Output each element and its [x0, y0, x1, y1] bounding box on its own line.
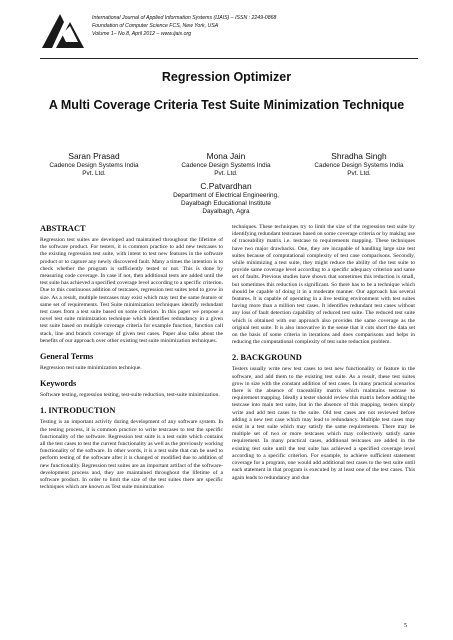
author-affiliation: Pvt. Ltd.	[347, 170, 371, 177]
background-heading: 2. BACKGROUND	[232, 353, 302, 363]
author-name: C.Patvardhan	[200, 181, 252, 191]
author-block	[146, 181, 306, 216]
author-affiliation: Pvt. Ltd.	[214, 170, 238, 177]
author-block	[298, 151, 420, 178]
author-affiliation: Cadence Design Systems India	[314, 162, 404, 169]
journal-foundation: Foundation of Computer Science FCS, New York, USA	[92, 23, 219, 29]
abstract-text: Regression test suites are developed and maintained throughout the lifetime of the software product. For testers, it is common practice to add new testcases to the existing regression test suite, with intent to test new features in the software product or to capture any newly discovered fault. Many a times the intention is to check whether the program is sufficiently tested or not. This is done by measuring code coverage. In case if not, then additional tests are added until the test suite has achieved a specified coverage level according to a specific criterion. Due to this continuous addition of testcases, regression test suites tend to grow in size. As a result, multiple testcases may exist which may test the same feature or same set of requirements. Test Suite minimization techniques identify redundant test cases from a test suite based on some criterion. In this paper we propose a novel test suite minimization technique which identifies redundancy in a given test suite based on multiple coverage criteria for example function, function call stack, line and branch coverage of given test cases. Paper also talks about the benefits of our approach over other existing test suite minimization techniques.	[40, 237, 223, 344]
general-terms-heading: General Terms	[40, 352, 94, 362]
author-affiliation: Dayalbagh, Agra	[202, 208, 250, 215]
paper-title: Regression Optimizer	[161, 70, 292, 84]
author-name: Mona Jain	[206, 151, 246, 161]
left-column	[40, 224, 223, 494]
author-block	[166, 151, 286, 178]
author-block	[34, 151, 154, 178]
journal-header	[92, 14, 276, 38]
author-affiliation: Pvt. Ltd.	[82, 170, 106, 177]
abstract-heading: ABSTRACT	[40, 224, 86, 233]
journal-volume: Volume 1– No.8, April 2012 – www.ijais.org	[92, 31, 192, 37]
author-affiliation: Cadence Design Systems India	[181, 162, 271, 169]
introduction-heading: 1. INTRODUCTION	[40, 406, 116, 416]
author-affiliation: Cadence Design Systems India	[49, 162, 139, 169]
header-rule	[40, 58, 418, 59]
author-affiliation: Department of Electrical Engineering,	[173, 192, 279, 199]
background-text: Testers usually write new test cases to test new functionality or feature in the software, and add them to the existing test suite. As a result, these test suites grow in size with the constant addition of test cases. In many practical scenarios there is the absence of traceability matrix which maintains testcase to requirement mapping. Ideally a tester should review this matrix before adding the testcase into main test suite, but in the absence of this mapping, testers simply write and add test cases to the suite. Old test cases are not reviewed before adding a new test case which may lead to redundancy. Multiple test cases may exist in a test suite which may satisfy the same requirements. There may be multiple set of two or more testcases which may collectively satisfy same requirement. In many practical cases, additional testcases are added in the existing test suite until the test suite has achieved a specified coverage level according to a specific criterion. For example, to achieve sufficient statement coverage for a program, one would add additional test cases to the test suite until each statement in that program is executed by at least one of the test cases. This again leads to redundancy and due	[232, 366, 415, 481]
paper-subtitle: A Multi Coverage Criteria Test Suite Minimization Technique	[48, 98, 405, 112]
keywords-heading: Keywords	[40, 379, 77, 389]
author-affiliation: Dayalbagh Educational Institute	[181, 200, 271, 207]
journal-name: International Journal of Applied Information Systems (IJAIS) – ISSN : 2249-0868	[92, 15, 277, 21]
page-number: 5	[404, 623, 407, 629]
general-terms-text: Regression test suite minimization technique.	[40, 365, 142, 372]
author-name: Saran Prasad	[68, 151, 120, 161]
introduction-continued-text: techniques. These techniques try to limit the size of the regression test suite by identifying redundant testcases based on some coverage criteria or by making use of traceability matrix i.e. testcase to requirements mapping. These techniques have two major drawbacks. One, they are incapable of handling large size test suites because of computational complexity of test case comparisons. Secondly, while minimizing a test suite, they might reduce the ability of the test suite to provide same coverage level according to a specific adequacy criterion and same set of faults. Previous studies have shown that sometimes this reduction is small, but sometimes this reduction is significant. So there has to be a technique which should be capable of doing it in a moderate manner. Our approach has several features. It is capable of operating in a live testing environment with test suites having more than a million test cases. It identifies redundant test cases without any loss of fault detection capability of reduced test suite. The reduced test suite which is obtained with our approach also provides the same coverage as the original test suite. It is also innovative in the sense that it cuts short the data set on the basis of some criteria in iterations and does comparisons and helps in reducing the computational complexity of test suite reduction problem.	[232, 224, 415, 346]
keywords-text: Software testing, regression testing, test-suite reduction, test-suite minimization.	[40, 392, 220, 399]
introduction-text: Testing is an important activity during development of any software system. In the testing process, it is common practice to write testcases to test the specific functionality of the software. Regression test suite is a test suite which contains all the test cases to test the current functionality as well as the previously working functionality of the software. In other words, it is a test suite that can be used to perform testing of the software after it is changed or modified due to addition of new functionality. Regression test suites are an important artifact of the software-development process and, they are maintained throughout the lifetime of a software product. In order to limit the size of the test suites there are specific techniques which are known as Test suite minimization	[40, 419, 223, 491]
right-column	[232, 224, 415, 485]
author-name: Shradha Singh	[331, 151, 387, 161]
journal-logo	[40, 10, 86, 50]
